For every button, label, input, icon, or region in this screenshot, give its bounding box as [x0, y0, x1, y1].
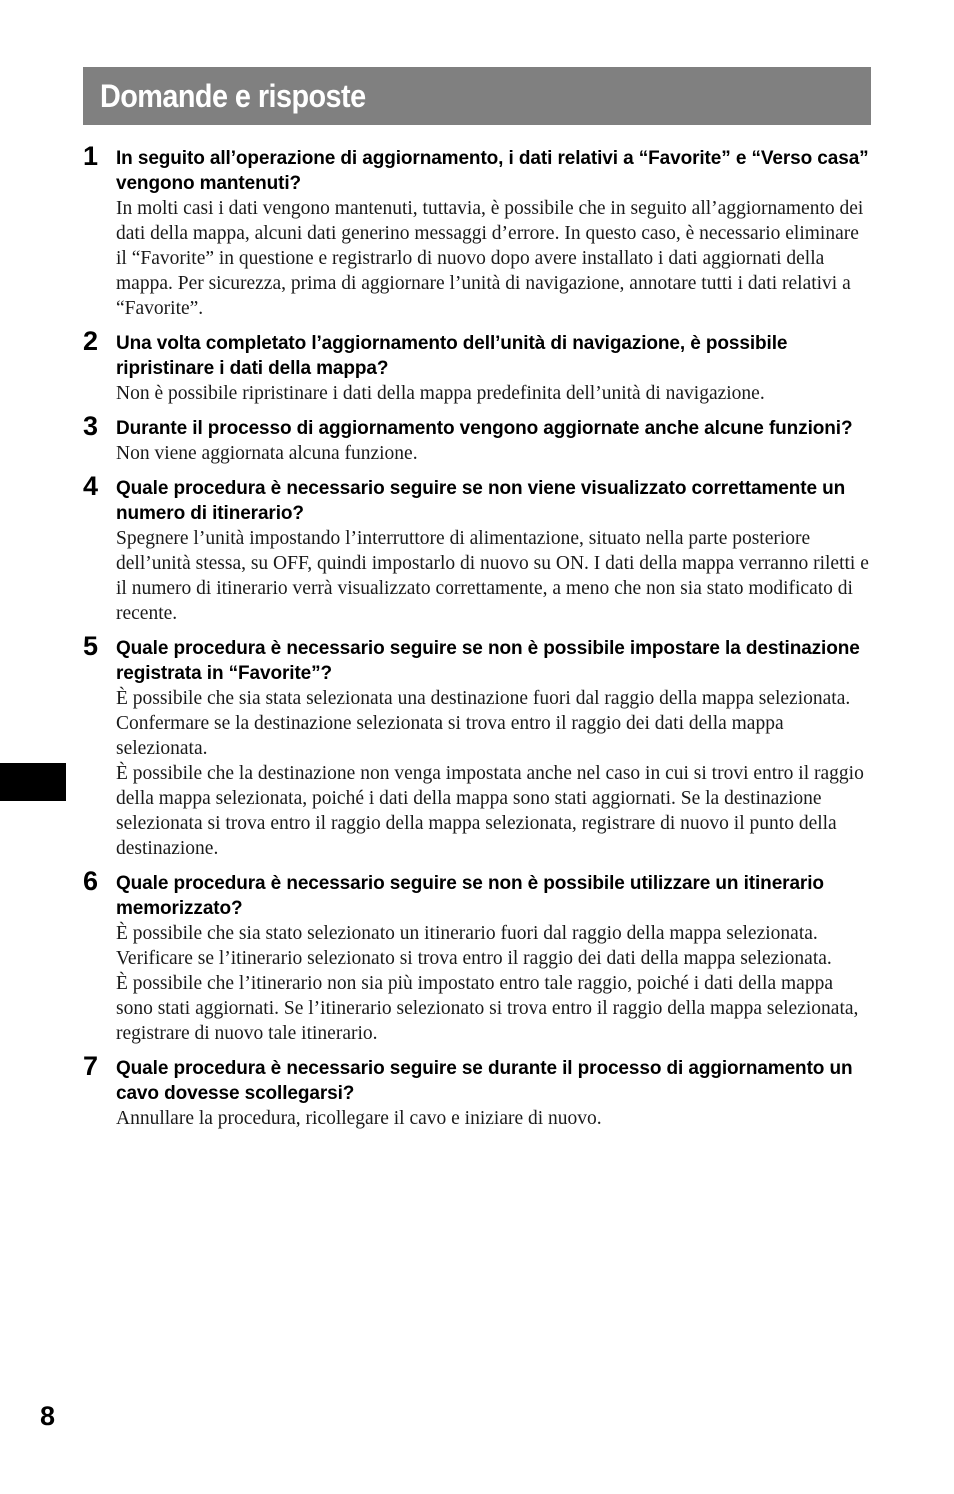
page-title: Domande e risposte — [100, 78, 366, 114]
answer-text: In molti casi i dati vengono mantenuti, tuttavia, è possibile che in seguito all’aggiornamento dei dati della mappa, alcuni dati generino messaggi d’errore. In questo caso, è necessario eliminare il “Favorite” in questione e registrarlo di nuovo dopo avere installato i dati aggiornati della mappa. Per sicurezza, prima di aggiornare l’unità di navigazione, annotare tutti i dati relativi a “Favorite”. — [116, 198, 864, 319]
question-text: Quale procedura è necessario seguire se non è possibile impostare la destinazione registrata in “Favorite”? — [116, 638, 860, 684]
section-tab-marker — [0, 763, 66, 801]
qa-item-5 — [83, 631, 871, 861]
question-number: 6 — [83, 866, 99, 896]
question-text: Quale procedura è necessario seguire se durante il processo di aggiornamento un cavo dovesse scollegarsi? — [116, 1058, 853, 1104]
page-number: 8 — [40, 1401, 56, 1431]
answer-text: È possibile che sia stata selezionata una destinazione fuori dal raggio della mappa selezionata. Confermare se la destinazione selezionata si trova entro il raggio dei dati della mappa selezionata. È possibile che la destinazione non venga impostata anche nel caso in cui si trovi entro il raggio della mappa selezionata, poiché i dati della mappa sono stati aggiornati. Se la destinazione selezionata si trova entro il raggio della mappa selezionata, registrare di nuovo il punto della destinazione. — [116, 688, 864, 859]
question-text: Quale procedura è necessario seguire se non viene visualizzato correttamente un numero di itinerario? — [116, 478, 846, 524]
qa-item-3 — [83, 411, 871, 466]
question-text: Durante il processo di aggiornamento vengono aggiornate anche alcune funzioni? — [116, 418, 853, 439]
answer-text: Annullare la procedura, ricollegare il cavo e iniziare di nuovo. — [116, 1108, 602, 1129]
question-number: 4 — [83, 471, 99, 501]
qa-item-6 — [83, 866, 871, 1046]
qa-item-1 — [83, 141, 871, 321]
question-number: 5 — [83, 631, 99, 661]
answer-text: Non viene aggiornata alcuna funzione. — [116, 443, 418, 464]
qa-list — [83, 141, 871, 1141]
answer-text: Spegnere l’unità impostando l’interruttore di alimentazione, situato nella parte posteriore dell’unità stessa, su OFF, quindi impostarlo di nuovo su ON. I dati della mappa verranno riletti e il numero di itinerario verrà visualizzato correttamente, a meno che non sia stato modificato di recente. — [116, 528, 869, 624]
answer-text: È possibile che sia stato selezionato un itinerario fuori dal raggio della mappa selezionata. Verificare se l’itinerario selezionato si trova entro il raggio dei dati della mappa selezionata. È possibile che l’itinerario non sia più impostato entro tale raggio, poiché i dati della mappa sono stati aggiornati. Se l’itinerario selezionato si trova entro il raggio della mappa selezionata, registrare di nuovo tale itinerario. — [116, 923, 859, 1044]
question-text: Quale procedura è necessario seguire se non è possibile utilizzare un itinerario memorizzato? — [116, 873, 824, 919]
question-text: Una volta completato l’aggiornamento dell’unità di navigazione, è possibile ripristinare i dati della mappa? — [116, 333, 788, 379]
qa-item-4 — [83, 471, 871, 626]
qa-item-2 — [83, 326, 871, 406]
section-title-bar — [83, 67, 871, 125]
question-number: 3 — [83, 411, 99, 441]
question-text: In seguito all’operazione di aggiornamento, i dati relativi a “Favorite” e “Verso casa” vengono mantenuti? — [116, 148, 869, 194]
qa-item-7 — [83, 1051, 871, 1131]
question-number: 2 — [83, 326, 99, 356]
answer-text: Non è possibile ripristinare i dati della mappa predefinita dell’unità di navigazione. — [116, 383, 765, 404]
question-number: 1 — [83, 141, 99, 171]
question-number: 7 — [83, 1051, 99, 1081]
